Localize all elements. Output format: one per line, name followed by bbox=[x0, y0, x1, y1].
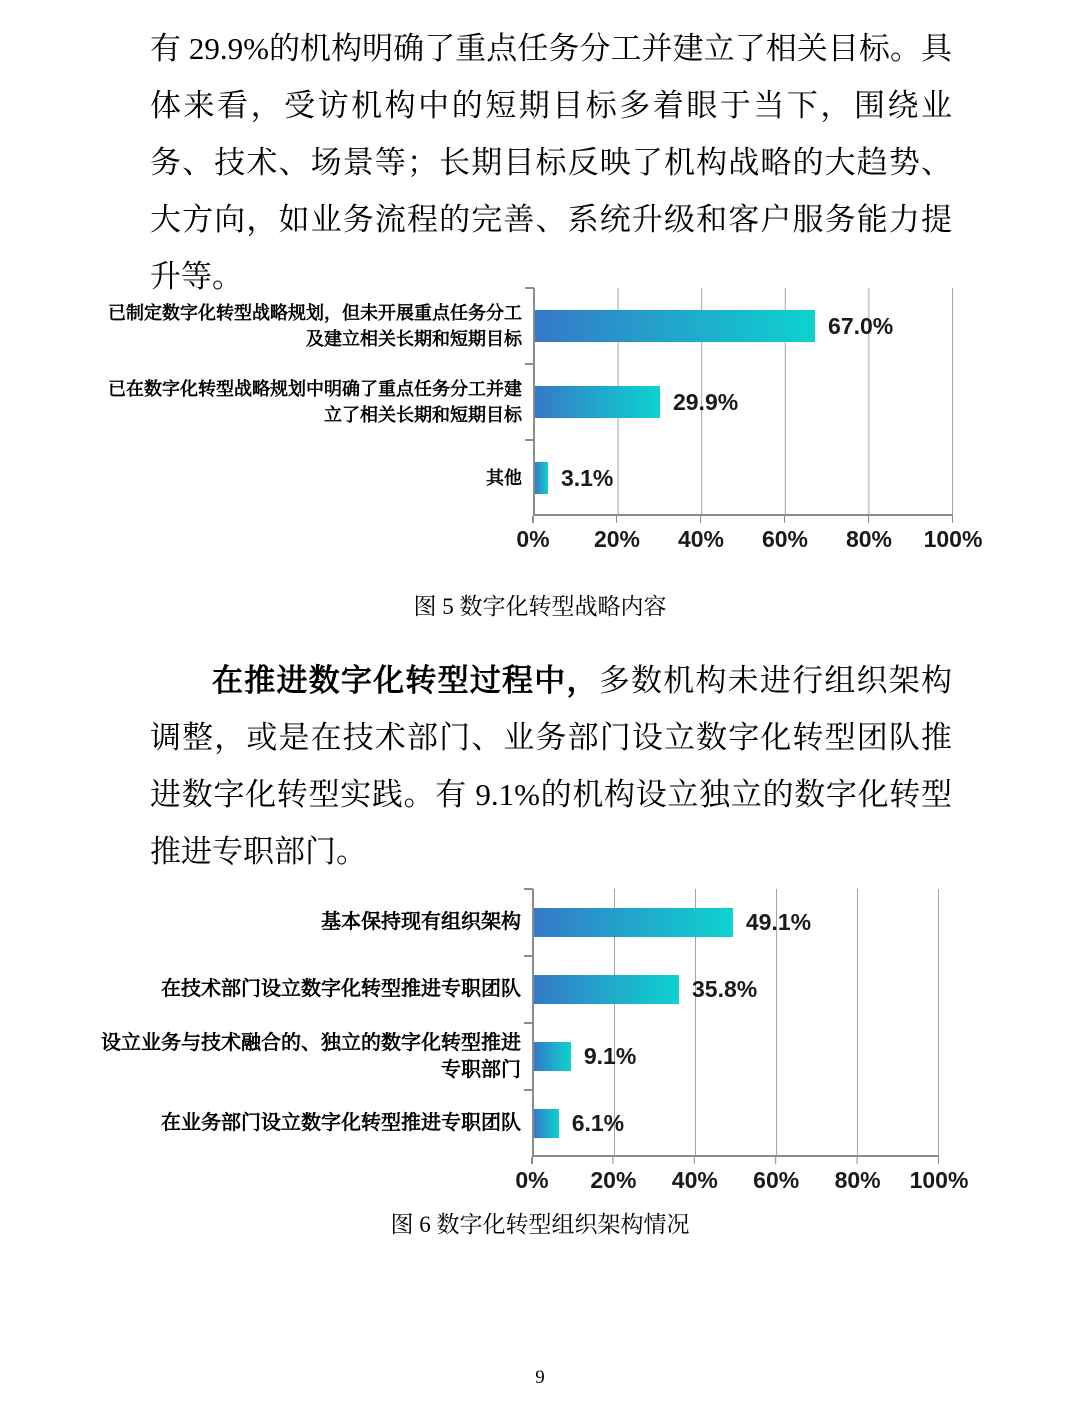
x-axis-tick-label: 100% bbox=[909, 1167, 969, 1193]
bar-value-label: 29.9% bbox=[672, 388, 739, 415]
x-axis-tick-label: 20% bbox=[590, 1167, 637, 1193]
page-number: 9 bbox=[535, 1367, 545, 1388]
bar bbox=[535, 310, 815, 342]
chart-row bbox=[534, 889, 939, 956]
bar-value-label: 3.1% bbox=[560, 464, 614, 491]
chart2-x-axis bbox=[515, 1157, 969, 1197]
bar-value-label: 6.1% bbox=[571, 1110, 625, 1136]
bar-chart-org-structure bbox=[95, 889, 969, 1197]
chart2-category-label: 在技术部门设立数字化转型推进专职团队 bbox=[161, 978, 521, 1000]
bar bbox=[534, 975, 679, 1004]
chart-row bbox=[534, 956, 939, 1023]
paragraph-strategy-goals: 有 29.9%的机构明确了重点任务分工并建立了相关目标。具体来看，受访机构中的短期目标多着眼于当下，围绕业务、技术、场景等；长期目标反映了机构战略的大趋势、大方向，如业务流程的完善、系统升级和客户服务能力提升等。 bbox=[150, 31, 952, 294]
bar bbox=[535, 386, 660, 418]
chart-row bbox=[534, 1023, 939, 1090]
x-axis-tick-label: 40% bbox=[677, 526, 725, 552]
chart1-x-axis bbox=[516, 516, 983, 556]
chart2-category-label: 基本保持现有组织架构 bbox=[321, 911, 521, 933]
chart2-plot-area bbox=[532, 889, 939, 1157]
chart1-category-label: 已制定数字化转型战略规划，但未开展重点任务分工及建立相关长期和短期目标 bbox=[108, 303, 522, 349]
chart2-category-labels bbox=[95, 889, 532, 1157]
bar bbox=[534, 908, 733, 937]
bar-value-label: 9.1% bbox=[583, 1043, 637, 1069]
x-axis-tick-label: 60% bbox=[753, 1167, 800, 1193]
paragraph-bold-lead: 在推进数字化转型过程中， bbox=[212, 663, 599, 698]
paragraph-rest: 多数机构未进行组织架构调整，或是在技术部门、业务部门设立数字化转型团队推进数字化转型实践。有 9.1%的机构设立独立的数字化转型推进专职部门。 bbox=[150, 663, 953, 869]
chart-row bbox=[535, 440, 953, 516]
x-axis-tick-label: 80% bbox=[845, 526, 893, 552]
x-axis-tick-label: 100% bbox=[923, 526, 983, 552]
chart1-category-label: 已在数字化转型战略规划中明确了重点任务分工并建立了相关长期和短期目标 bbox=[108, 379, 522, 425]
figure-5-caption: 图 5 数字化转型战略内容 bbox=[413, 594, 667, 619]
bar-chart-strategy-content bbox=[95, 288, 983, 556]
chart1-plot-wrap bbox=[516, 288, 983, 556]
bar-value-label: 49.1% bbox=[745, 909, 812, 935]
bar-value-label: 67.0% bbox=[828, 312, 894, 339]
bar bbox=[535, 462, 548, 494]
bar bbox=[534, 1042, 571, 1071]
chart1-category-labels bbox=[95, 288, 533, 516]
x-axis-tick-label: 60% bbox=[761, 526, 809, 552]
chart-row bbox=[535, 288, 953, 364]
bar-value-label: 35.8% bbox=[691, 976, 758, 1002]
chart-row bbox=[534, 1090, 939, 1157]
chart2-category-label: 设立业务与技术融合的、独立的数字化转型推进专职部门 bbox=[101, 1031, 521, 1081]
chart-row bbox=[535, 364, 953, 440]
chart2-plot-wrap bbox=[515, 889, 969, 1197]
x-axis-tick-label: 0% bbox=[515, 1167, 549, 1193]
x-axis-tick-label: 0% bbox=[516, 526, 550, 552]
chart2-category-label: 在业务部门设立数字化转型推进专职团队 bbox=[161, 1112, 521, 1134]
x-axis-tick-label: 80% bbox=[834, 1167, 881, 1193]
bar bbox=[534, 1109, 559, 1138]
paragraph-org-structure bbox=[150, 652, 952, 880]
x-axis-tick-label: 40% bbox=[671, 1167, 718, 1193]
chart1-category-label: 其他 bbox=[486, 468, 522, 488]
figure-6-caption: 图 6 数字化转型组织架构情况 bbox=[390, 1212, 690, 1237]
x-axis-tick-label: 20% bbox=[593, 526, 641, 552]
chart1-plot-area bbox=[533, 288, 953, 516]
